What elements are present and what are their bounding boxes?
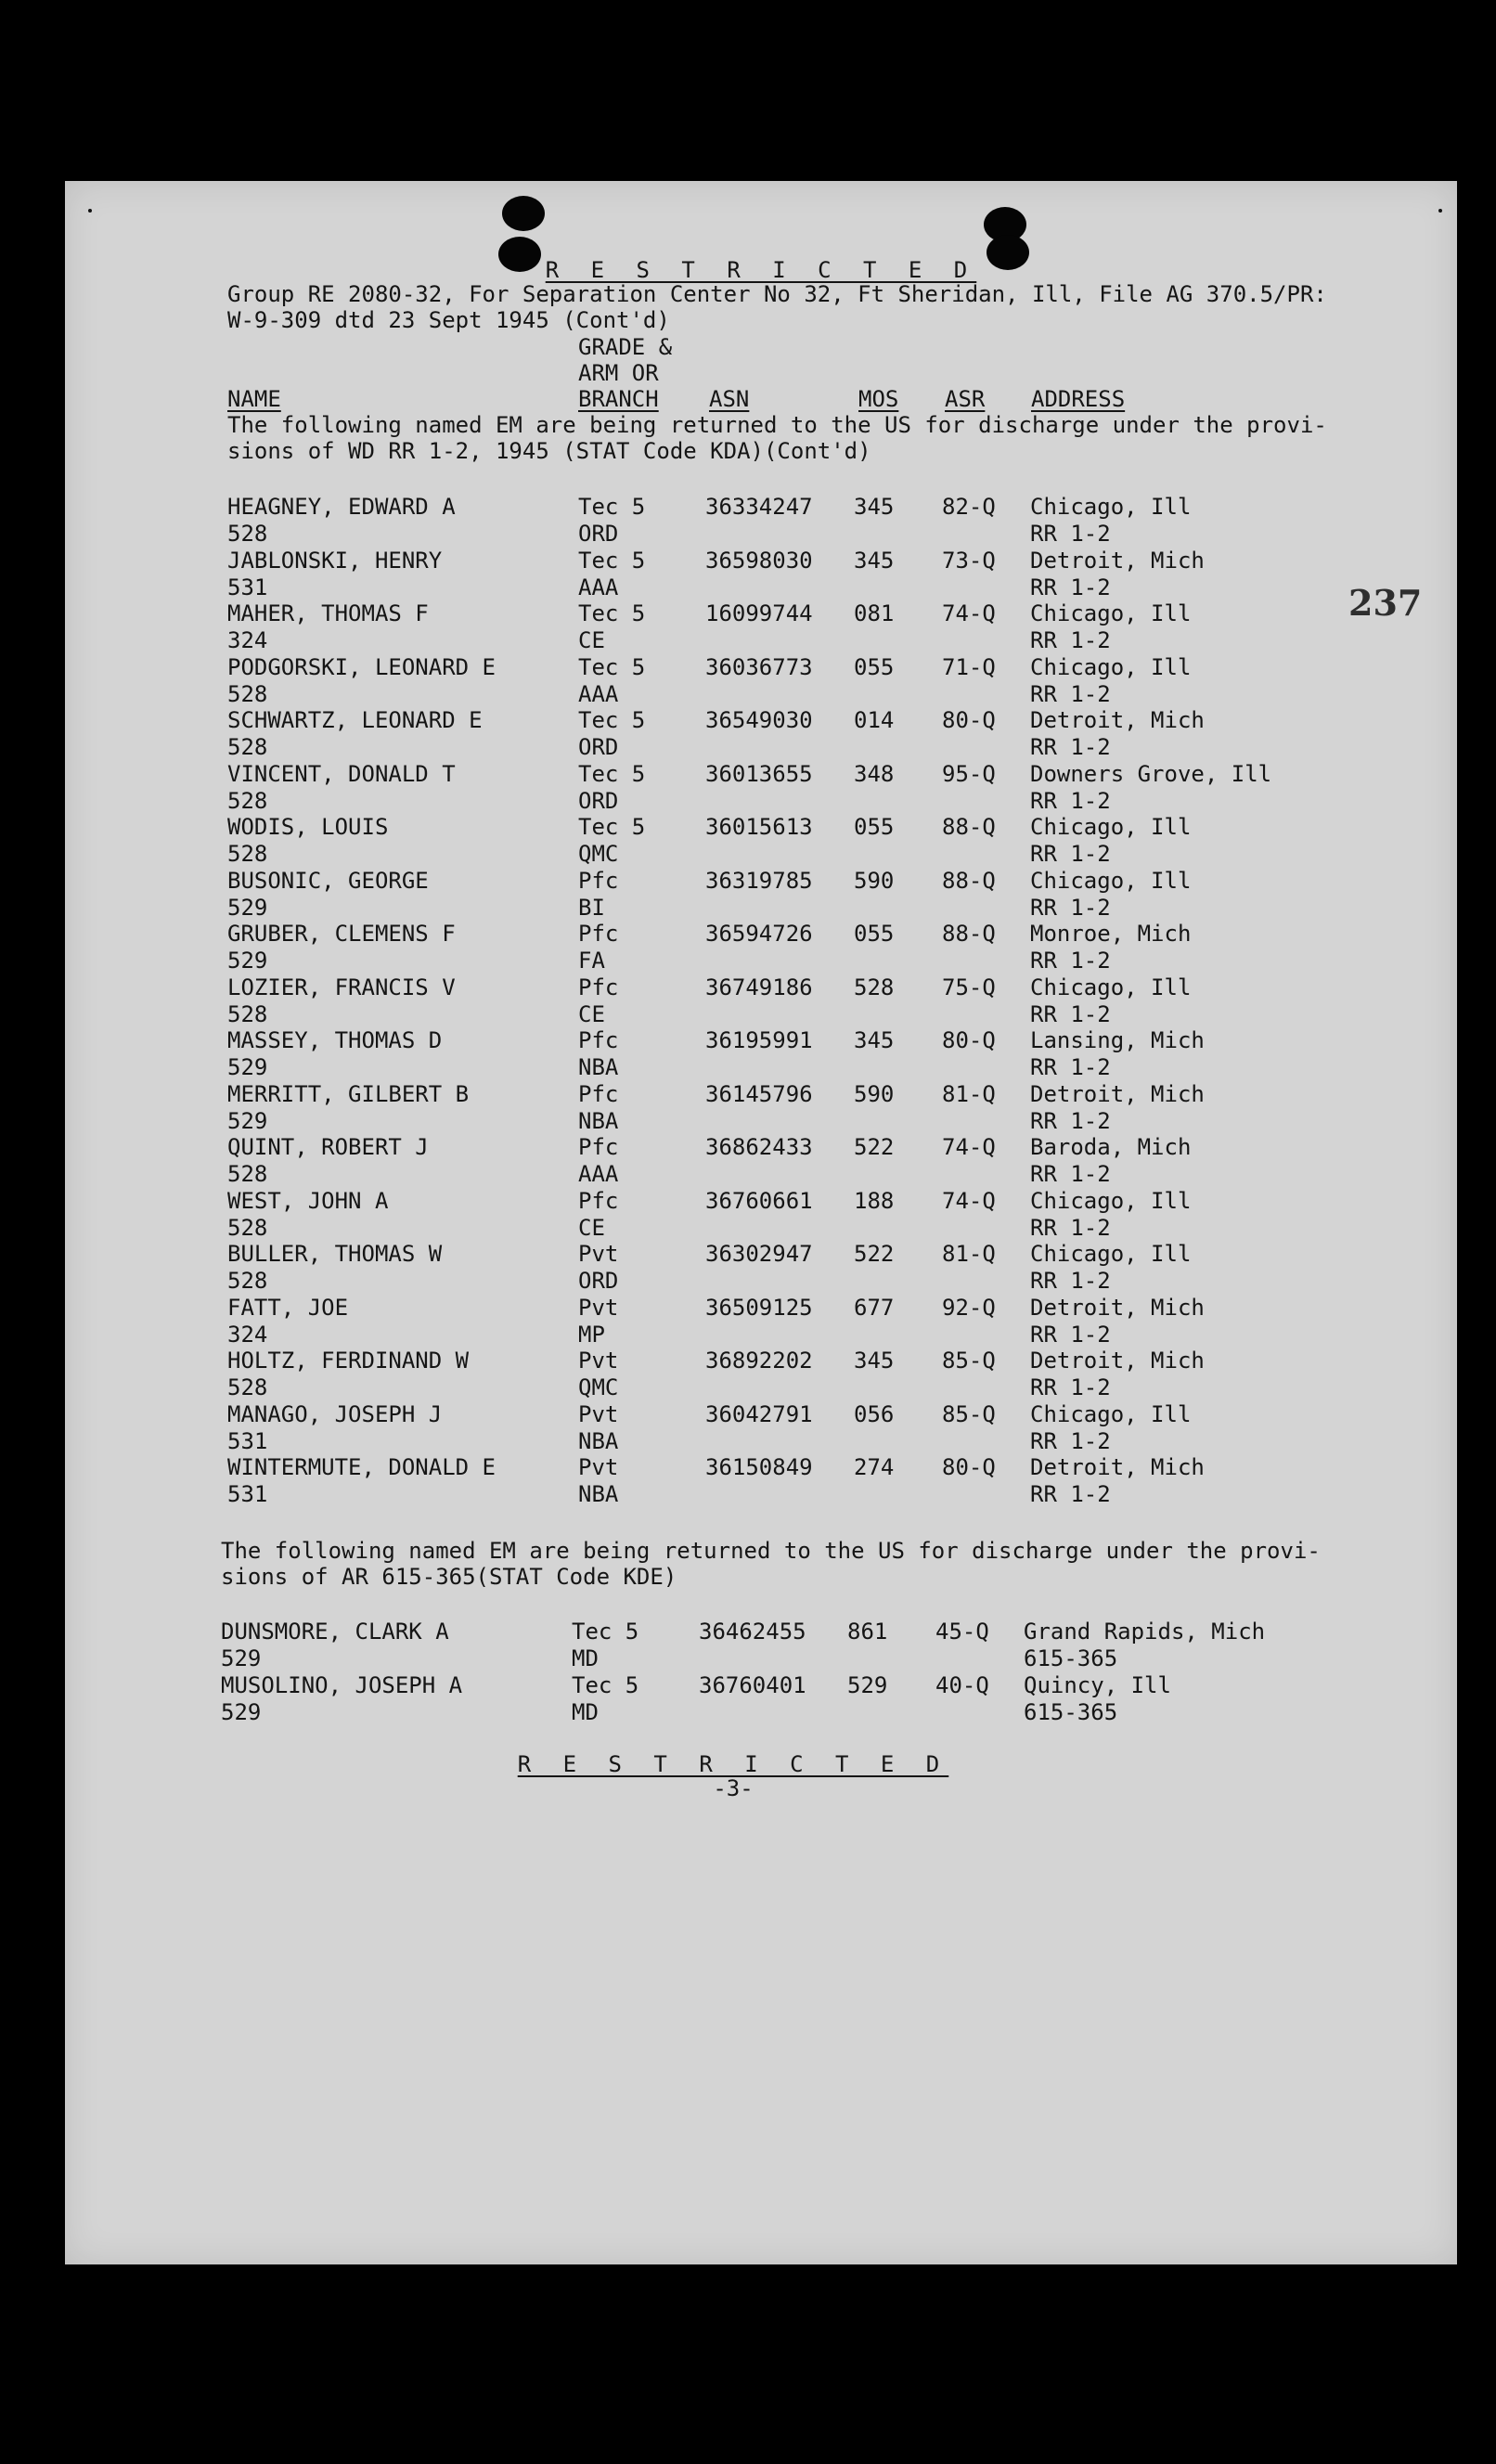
row-branch: MP xyxy=(578,1321,605,1348)
row-authority: RR 1-2 xyxy=(1030,1481,1111,1507)
row-code: 528 xyxy=(227,1214,268,1241)
row-authority: 615-365 xyxy=(1024,1698,1118,1725)
row-name: QUINT, ROBERT J xyxy=(227,1134,429,1160)
row-asn: 36549030 xyxy=(705,707,813,733)
row-grade: Tec 5 xyxy=(578,547,646,574)
row-mos: 055 xyxy=(854,814,895,840)
row-authority: RR 1-2 xyxy=(1030,948,1111,974)
table-row xyxy=(65,1401,1457,1455)
row-mos: 522 xyxy=(854,1134,895,1160)
row-mos: 055 xyxy=(854,921,895,947)
row-asn: 36145796 xyxy=(705,1080,813,1107)
row-code: 531 xyxy=(227,1427,268,1454)
row-name: WINTERMUTE, DONALD E xyxy=(227,1454,496,1480)
row-name: WEST, JOHN A xyxy=(227,1187,389,1214)
row-address: Monroe, Mich xyxy=(1030,921,1192,947)
row-grade: Pfc xyxy=(578,974,619,1000)
row-address: Detroit, Mich xyxy=(1030,1080,1205,1107)
row-grade: Tec 5 xyxy=(578,760,646,787)
row-name: MAHER, THOMAS F xyxy=(227,600,429,626)
row-branch: AAA xyxy=(578,1161,619,1187)
row-address: Chicago, Ill xyxy=(1030,1241,1192,1267)
row-authority: RR 1-2 xyxy=(1030,787,1111,814)
row-code: 528 xyxy=(227,841,268,867)
table-row xyxy=(65,1672,1457,1726)
row-code: 324 xyxy=(227,627,268,653)
row-branch: QMC xyxy=(578,1374,619,1400)
row-asn: 36042791 xyxy=(705,1400,813,1427)
row-mos: 348 xyxy=(854,760,895,787)
row-code: 528 xyxy=(227,521,268,547)
table-row xyxy=(65,814,1457,868)
row-asr: 80-Q xyxy=(942,1027,996,1053)
row-address: Downers Grove, Ill xyxy=(1030,760,1272,787)
column-header-grade-2: ARM OR xyxy=(578,360,659,386)
table-row xyxy=(65,548,1457,601)
table-row xyxy=(65,600,1457,654)
row-branch: CE xyxy=(578,627,605,653)
row-name: WODIS, LOUIS xyxy=(227,814,389,840)
table-row xyxy=(65,1081,1457,1135)
row-grade: Pvt xyxy=(578,1348,619,1374)
row-asn: 36150849 xyxy=(705,1454,813,1480)
row-mos: 055 xyxy=(854,653,895,680)
row-asr: 75-Q xyxy=(942,974,996,1000)
paper-speck xyxy=(1438,209,1442,213)
row-asr: 45-Q xyxy=(935,1619,989,1645)
column-header-address: ADDRESS xyxy=(1031,386,1126,412)
row-authority: RR 1-2 xyxy=(1030,1374,1111,1400)
row-asn: 36749186 xyxy=(705,974,813,1000)
row-code: 531 xyxy=(227,1481,268,1507)
row-grade: Tec 5 xyxy=(572,1671,639,1698)
row-name: VINCENT, DONALD T xyxy=(227,760,456,787)
row-grade: Pfc xyxy=(578,921,619,947)
table-row xyxy=(65,1454,1457,1508)
row-asn: 36462455 xyxy=(699,1619,806,1645)
row-code: 324 xyxy=(227,1321,268,1348)
row-grade: Tec 5 xyxy=(578,494,646,520)
row-grade: Tec 5 xyxy=(578,707,646,733)
row-asr: 74-Q xyxy=(942,1187,996,1214)
classification-header: R E S T R I C T E D xyxy=(545,257,977,283)
row-asr: 80-Q xyxy=(942,1454,996,1480)
table-row xyxy=(65,1348,1457,1401)
row-grade: Pfc xyxy=(578,1080,619,1107)
row-asr: 73-Q xyxy=(942,547,996,574)
section1-text-line-2: sions of WD RR 1-2, 1945 (STAT Code KDA)(Cont'd) xyxy=(227,438,871,464)
row-authority: RR 1-2 xyxy=(1030,574,1111,600)
row-address: Quincy, Ill xyxy=(1024,1671,1171,1698)
row-branch: NBA xyxy=(578,1107,619,1134)
row-name: HEAGNEY, EDWARD A xyxy=(227,494,456,520)
row-asr: 71-Q xyxy=(942,653,996,680)
row-code: 528 xyxy=(227,1268,268,1294)
row-branch: ORD xyxy=(578,1268,619,1294)
row-grade: Pfc xyxy=(578,1134,619,1160)
row-code: 529 xyxy=(221,1698,262,1725)
row-mos: 528 xyxy=(854,974,895,1000)
row-asn: 36862433 xyxy=(705,1134,813,1160)
row-asr: 74-Q xyxy=(942,600,996,626)
row-mos: 345 xyxy=(854,547,895,574)
row-code: 529 xyxy=(227,894,268,921)
row-name: JABLONSKI, HENRY xyxy=(227,547,443,574)
row-asr: 92-Q xyxy=(942,1294,996,1321)
row-mos: 345 xyxy=(854,1027,895,1053)
row-code: 529 xyxy=(221,1645,262,1671)
row-asn: 36036773 xyxy=(705,653,813,680)
column-header-grade-3: BRANCH xyxy=(578,386,659,412)
row-asn: 36015613 xyxy=(705,814,813,840)
row-name: MASSEY, THOMAS D xyxy=(227,1027,443,1053)
row-address: Baroda, Mich xyxy=(1030,1134,1192,1160)
row-asr: 85-Q xyxy=(942,1348,996,1374)
row-name: GRUBER, CLEMENS F xyxy=(227,921,456,947)
table-row xyxy=(65,974,1457,1028)
row-branch: ORD xyxy=(578,734,619,760)
row-asr: 95-Q xyxy=(942,760,996,787)
row-mos: 345 xyxy=(854,1348,895,1374)
row-asn: 36892202 xyxy=(705,1348,813,1374)
section1-text-line-1: The following named EM are being returned to the US for discharge under the provi- xyxy=(227,412,1327,438)
row-branch: FA xyxy=(578,948,605,974)
table-row xyxy=(65,1295,1457,1348)
row-asr: 85-Q xyxy=(942,1400,996,1427)
row-code: 528 xyxy=(227,1161,268,1187)
row-code: 528 xyxy=(227,1000,268,1027)
row-authority: RR 1-2 xyxy=(1030,1427,1111,1454)
row-address: Chicago, Ill xyxy=(1030,494,1192,520)
row-name: MERRITT, GILBERT B xyxy=(227,1080,470,1107)
row-branch: NBA xyxy=(578,1481,619,1507)
row-name: BUSONIC, GEORGE xyxy=(227,867,429,894)
column-header-asn: ASN xyxy=(709,386,750,412)
row-code: 529 xyxy=(227,1054,268,1080)
row-code: 529 xyxy=(227,1107,268,1134)
row-branch: BI xyxy=(578,894,605,921)
row-grade: Pvt xyxy=(578,1241,619,1267)
row-authority: RR 1-2 xyxy=(1030,1161,1111,1187)
row-mos: 522 xyxy=(854,1241,895,1267)
column-header-mos: MOS xyxy=(858,386,899,412)
row-mos: 014 xyxy=(854,707,895,733)
row-address: Chicago, Ill xyxy=(1030,600,1192,626)
row-address: Detroit, Mich xyxy=(1030,547,1205,574)
row-asn: 36302947 xyxy=(705,1241,813,1267)
row-name: MUSOLINO, JOSEPH A xyxy=(221,1671,463,1698)
row-code: 529 xyxy=(227,948,268,974)
footer-page-number: -3- xyxy=(713,1775,754,1801)
row-grade: Pfc xyxy=(578,1187,619,1214)
row-mos: 345 xyxy=(854,494,895,520)
row-mos: 677 xyxy=(854,1294,895,1321)
column-header-asr: ASR xyxy=(945,386,986,412)
row-asr: 81-Q xyxy=(942,1080,996,1107)
row-name: MANAGO, JOSEPH J xyxy=(227,1400,443,1427)
classification-footer: R E S T R I C T E D xyxy=(517,1751,949,1777)
row-name: DUNSMORE, CLARK A xyxy=(221,1619,449,1645)
row-asr: 40-Q xyxy=(935,1671,989,1698)
table-row xyxy=(65,494,1457,548)
row-branch: CE xyxy=(578,1000,605,1027)
row-authority: RR 1-2 xyxy=(1030,894,1111,921)
row-grade: Tec 5 xyxy=(578,653,646,680)
row-branch: MD xyxy=(572,1645,599,1671)
table-row xyxy=(65,921,1457,974)
table-row xyxy=(65,761,1457,815)
header-line-2: W-9-309 dtd 23 Sept 1945 (Cont'd) xyxy=(227,307,670,333)
row-branch: CE xyxy=(578,1214,605,1241)
row-asr: 74-Q xyxy=(942,1134,996,1160)
row-branch: ORD xyxy=(578,521,619,547)
row-grade: Tec 5 xyxy=(572,1619,639,1645)
row-branch: NBA xyxy=(578,1054,619,1080)
row-grade: Pvt xyxy=(578,1400,619,1427)
table-row xyxy=(65,1241,1457,1295)
row-code: 531 xyxy=(227,574,268,600)
table-row xyxy=(65,1619,1457,1672)
row-name: FATT, JOE xyxy=(227,1294,349,1321)
row-branch: MD xyxy=(572,1698,599,1725)
row-asn: 36594726 xyxy=(705,921,813,947)
row-asn: 36195991 xyxy=(705,1027,813,1053)
table-row xyxy=(65,654,1457,708)
row-name: LOZIER, FRANCIS V xyxy=(227,974,456,1000)
row-asr: 88-Q xyxy=(942,867,996,894)
row-code: 528 xyxy=(227,787,268,814)
row-asr: 82-Q xyxy=(942,494,996,520)
row-mos: 188 xyxy=(854,1187,895,1214)
row-asn: 36319785 xyxy=(705,867,813,894)
row-grade: Tec 5 xyxy=(578,600,646,626)
table-row xyxy=(65,868,1457,922)
row-address: Detroit, Mich xyxy=(1030,1454,1205,1480)
row-authority: RR 1-2 xyxy=(1030,1000,1111,1027)
row-authority: RR 1-2 xyxy=(1030,1214,1111,1241)
section2-text-line-2: sions of AR 615-365(STAT Code KDE) xyxy=(221,1564,677,1590)
row-address: Lansing, Mich xyxy=(1030,1027,1205,1053)
row-asn: 36013655 xyxy=(705,760,813,787)
table-row xyxy=(65,707,1457,761)
row-asr: 81-Q xyxy=(942,1241,996,1267)
row-address: Detroit, Mich xyxy=(1030,707,1205,733)
row-name: HOLTZ, FERDINAND W xyxy=(227,1348,470,1374)
row-address: Chicago, Ill xyxy=(1030,1400,1192,1427)
row-asn: 36509125 xyxy=(705,1294,813,1321)
row-authority: RR 1-2 xyxy=(1030,734,1111,760)
row-asn: 36760661 xyxy=(705,1187,813,1214)
document-page xyxy=(65,181,1457,2264)
row-mos: 529 xyxy=(847,1671,888,1698)
row-asn: 36334247 xyxy=(705,494,813,520)
row-address: Chicago, Ill xyxy=(1030,1187,1192,1214)
row-mos: 590 xyxy=(854,867,895,894)
row-asr: 80-Q xyxy=(942,707,996,733)
page-number-stamp: 237 xyxy=(1348,582,1423,624)
row-asr: 88-Q xyxy=(942,921,996,947)
row-authority: RR 1-2 xyxy=(1030,680,1111,707)
row-authority: RR 1-2 xyxy=(1030,1321,1111,1348)
row-asr: 88-Q xyxy=(942,814,996,840)
row-branch: NBA xyxy=(578,1427,619,1454)
row-code: 528 xyxy=(227,1374,268,1400)
row-address: Chicago, Ill xyxy=(1030,974,1192,1000)
row-authority: 615-365 xyxy=(1024,1645,1118,1671)
row-mos: 081 xyxy=(854,600,895,626)
row-branch: ORD xyxy=(578,787,619,814)
section2-text-line-1: The following named EM are being returned to the US for discharge under the provi- xyxy=(221,1538,1321,1564)
row-mos: 056 xyxy=(854,1400,895,1427)
row-grade: Pfc xyxy=(578,867,619,894)
row-authority: RR 1-2 xyxy=(1030,1107,1111,1134)
row-address: Detroit, Mich xyxy=(1030,1348,1205,1374)
row-address: Chicago, Ill xyxy=(1030,814,1192,840)
row-grade: Tec 5 xyxy=(578,814,646,840)
row-address: Detroit, Mich xyxy=(1030,1294,1205,1321)
row-address: Grand Rapids, Mich xyxy=(1024,1619,1266,1645)
table-row xyxy=(65,1027,1457,1081)
row-address: Chicago, Ill xyxy=(1030,867,1192,894)
row-name: SCHWARTZ, LEONARD E xyxy=(227,707,483,733)
row-name: PODGORSKI, LEONARD E xyxy=(227,653,496,680)
table-row xyxy=(65,1134,1457,1188)
punch-hole xyxy=(502,196,545,231)
column-header-grade-1: GRADE & xyxy=(578,334,673,360)
row-asn: 36760401 xyxy=(699,1671,806,1698)
row-authority: RR 1-2 xyxy=(1030,627,1111,653)
column-header-name: NAME xyxy=(227,386,281,412)
row-mos: 590 xyxy=(854,1080,895,1107)
row-authority: RR 1-2 xyxy=(1030,1054,1111,1080)
header-line-1: Group RE 2080-32, For Separation Center No 32, Ft Sheridan, Ill, File AG 370.5/PR: xyxy=(227,281,1327,307)
row-authority: RR 1-2 xyxy=(1030,841,1111,867)
row-address: Chicago, Ill xyxy=(1030,653,1192,680)
row-branch: AAA xyxy=(578,574,619,600)
row-branch: QMC xyxy=(578,841,619,867)
row-branch: AAA xyxy=(578,680,619,707)
row-mos: 274 xyxy=(854,1454,895,1480)
row-grade: Pvt xyxy=(578,1294,619,1321)
row-asn: 36598030 xyxy=(705,547,813,574)
paper-speck xyxy=(88,209,92,213)
row-authority: RR 1-2 xyxy=(1030,521,1111,547)
row-grade: Pvt xyxy=(578,1454,619,1480)
row-mos: 861 xyxy=(847,1619,888,1645)
row-asn: 16099744 xyxy=(705,600,813,626)
row-authority: RR 1-2 xyxy=(1030,1268,1111,1294)
table-row xyxy=(65,1188,1457,1242)
row-code: 528 xyxy=(227,734,268,760)
row-name: BULLER, THOMAS W xyxy=(227,1241,443,1267)
row-code: 528 xyxy=(227,680,268,707)
row-grade: Pfc xyxy=(578,1027,619,1053)
